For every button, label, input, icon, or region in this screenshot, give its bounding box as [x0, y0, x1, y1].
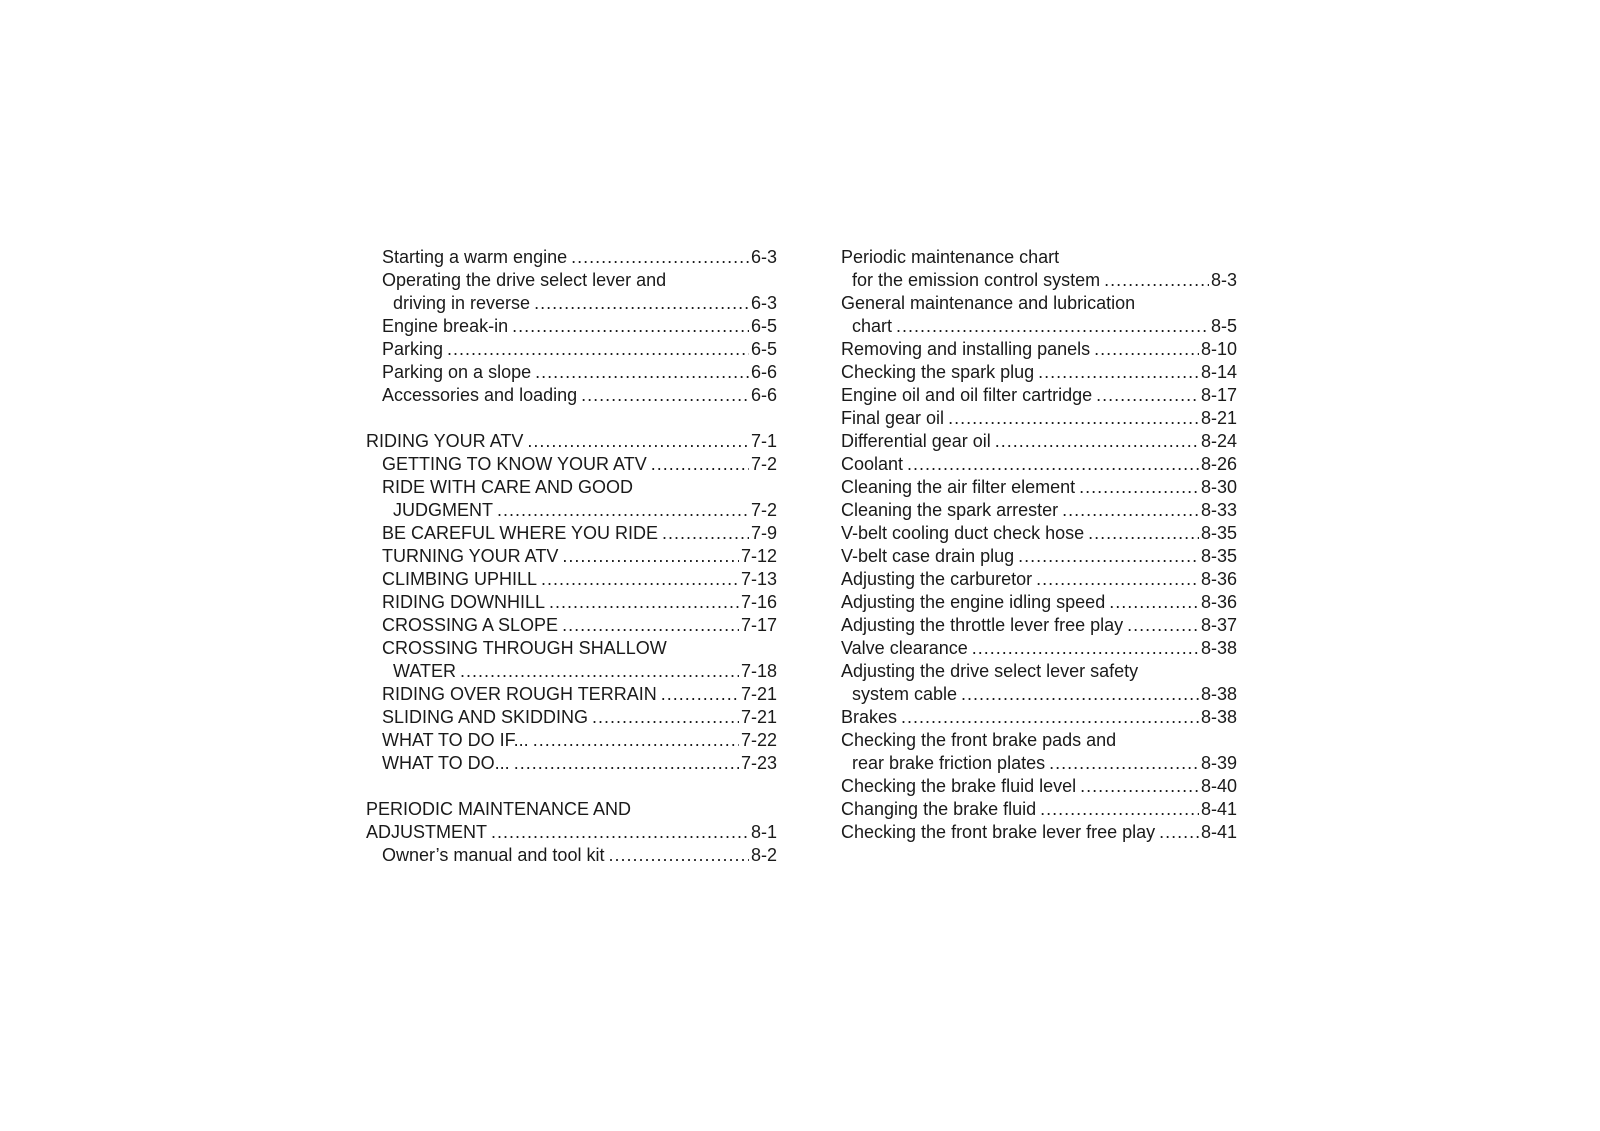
toc-dot-leader — [541, 568, 739, 591]
toc-entry — [366, 821, 777, 844]
toc-entry — [366, 614, 777, 637]
toc-entry-title: Differential gear oil — [841, 431, 991, 451]
toc-entry — [366, 591, 777, 614]
toc-dot-leader — [1038, 361, 1199, 384]
toc-spacer — [366, 407, 777, 430]
toc-entry-title: WHAT TO DO... — [382, 753, 510, 773]
toc-entry — [841, 430, 1237, 453]
toc-entry-title: driving in reverse — [393, 293, 531, 313]
toc-entry-title: Cleaning the spark arrester — [841, 500, 1059, 520]
toc-entry-page: 7-17 — [740, 615, 777, 635]
toc-entry — [366, 660, 777, 683]
toc-entry — [841, 660, 1237, 683]
toc-entry-page: 6-5 — [750, 316, 777, 336]
toc-entry — [366, 476, 777, 499]
toc-entry-title: Engine oil and oil filter cartridge — [841, 385, 1093, 405]
toc-entry-title: Removing and installing panels — [841, 339, 1091, 359]
toc-entry-title: Operating the drive select lever and — [382, 270, 667, 290]
toc-entry — [366, 338, 777, 361]
toc-entry-title: Owner’s manual and tool kit — [382, 845, 605, 865]
toc-entry-title: Engine break-in — [382, 316, 509, 336]
toc-entry-title: CLIMBING UPHILL — [382, 569, 538, 589]
toc-entry-title: Valve clearance — [841, 638, 968, 658]
toc-entry-title: RIDE WITH CARE AND GOOD — [382, 477, 634, 497]
toc-entry-title: chart — [852, 316, 893, 336]
toc-entry — [841, 683, 1237, 706]
toc-entry-title: Adjusting the throttle lever free play — [841, 615, 1124, 635]
toc-dot-leader — [995, 430, 1199, 453]
toc-dot-leader — [662, 522, 749, 545]
toc-dot-leader — [534, 292, 749, 315]
toc-dot-leader — [1018, 545, 1199, 568]
toc-entry-title: V-belt case drain plug — [841, 546, 1015, 566]
toc-entry-page: 8-10 — [1200, 339, 1237, 359]
toc-entry-page: 8-17 — [1200, 385, 1237, 405]
toc-entry-page: 7-23 — [740, 753, 777, 773]
toc-dot-leader — [491, 821, 749, 844]
toc-entry — [841, 591, 1237, 614]
toc-dot-leader — [1127, 614, 1199, 637]
toc-entry-page: 8-2 — [750, 845, 777, 865]
toc-entry — [841, 568, 1237, 591]
toc-entry-title: Changing the brake fluid — [841, 799, 1037, 819]
toc-entry-page: 7-21 — [740, 684, 777, 704]
toc-entry-title: WHAT TO DO IF... — [382, 730, 529, 750]
toc-dot-leader — [972, 637, 1199, 660]
toc-entry — [841, 292, 1237, 315]
toc-entry-page: 8-5 — [1210, 316, 1237, 336]
toc-entry-title: SLIDING AND SKIDDING — [382, 707, 589, 727]
toc-entry-page: 8-39 — [1200, 753, 1237, 773]
toc-dot-leader — [1088, 522, 1199, 545]
toc-entry-page: 8-30 — [1200, 477, 1237, 497]
toc-entry — [841, 453, 1237, 476]
toc-dot-leader — [527, 430, 749, 453]
toc-entry-title: Accessories and loading — [382, 385, 578, 405]
toc-entry-page: 8-41 — [1200, 799, 1237, 819]
toc-entry — [841, 798, 1237, 821]
toc-entry-page: 7-21 — [740, 707, 777, 727]
toc-left-column — [366, 246, 777, 867]
toc-entry-title: V-belt cooling duct check hose — [841, 523, 1085, 543]
toc-entry-page: 7-2 — [750, 454, 777, 474]
toc-entry — [841, 499, 1237, 522]
toc-entry-page: 8-35 — [1200, 523, 1237, 543]
toc-entry-title: Checking the brake fluid level — [841, 776, 1077, 796]
toc-entry — [366, 637, 777, 660]
toc-entry-title: Starting a warm engine — [382, 247, 568, 267]
toc-entry-title: RIDING YOUR ATV — [366, 431, 524, 451]
toc-entry-page: 8-36 — [1200, 592, 1237, 612]
toc-entry — [366, 453, 777, 476]
toc-entry-title: RIDING DOWNHILL — [382, 592, 546, 612]
toc-entry — [366, 315, 777, 338]
toc-entry — [841, 614, 1237, 637]
toc-entry-title: Cleaning the air filter element — [841, 477, 1076, 497]
toc-dot-leader — [896, 315, 1209, 338]
toc-entry-page: 8-36 — [1200, 569, 1237, 589]
toc-entry-page: 8-41 — [1200, 822, 1237, 842]
toc-dot-leader — [1040, 798, 1199, 821]
toc-entry-page: 8-33 — [1200, 500, 1237, 520]
toc-entry-page: 8-3 — [1210, 270, 1237, 290]
toc-dot-leader — [533, 729, 739, 752]
toc-dot-leader — [512, 315, 749, 338]
toc-entry — [366, 522, 777, 545]
toc-entry — [841, 545, 1237, 568]
toc-entry-page: 8-21 — [1200, 408, 1237, 428]
toc-entry — [841, 729, 1237, 752]
toc-dot-leader — [571, 246, 749, 269]
toc-entry-title: Brakes — [841, 707, 898, 727]
toc-entry — [366, 545, 777, 568]
toc-entry — [366, 752, 777, 775]
toc-entry-page: 7-18 — [740, 661, 777, 681]
toc-entry-page: 7-1 — [750, 431, 777, 451]
toc-entry-title: Parking on a slope — [382, 362, 532, 382]
toc-entry — [366, 844, 777, 867]
toc-entry — [366, 798, 777, 821]
toc-entry-page: 8-37 — [1200, 615, 1237, 635]
toc-dot-leader — [961, 683, 1199, 706]
toc-entry-page: 8-35 — [1200, 546, 1237, 566]
toc-entry — [366, 269, 777, 292]
toc-dot-leader — [1104, 269, 1209, 292]
toc-dot-leader — [608, 844, 749, 867]
toc-entry-title: Coolant — [841, 454, 904, 474]
toc-entry — [841, 752, 1237, 775]
toc-entry-page: 7-12 — [740, 546, 777, 566]
toc-entry — [841, 522, 1237, 545]
toc-entry — [366, 361, 777, 384]
toc-entry-title: rear brake friction plates — [852, 753, 1046, 773]
toc-entry-page: 6-6 — [750, 362, 777, 382]
toc-entry-page: 6-3 — [750, 293, 777, 313]
toc-entry-title: Checking the spark plug — [841, 362, 1035, 382]
toc-entry — [366, 706, 777, 729]
toc-entry-title: CROSSING THROUGH SHALLOW — [382, 638, 667, 658]
toc-dot-leader — [1080, 775, 1199, 798]
toc-entry-title: Checking the front brake pads and — [841, 730, 1117, 750]
toc-dot-leader — [901, 706, 1199, 729]
toc-dot-leader — [1096, 384, 1199, 407]
toc-entry — [841, 315, 1237, 338]
toc-entry-title: TURNING YOUR ATV — [382, 546, 559, 566]
toc-entry — [841, 706, 1237, 729]
toc-spacer — [366, 775, 777, 798]
toc-entry — [366, 729, 777, 752]
toc-right-column — [841, 246, 1237, 844]
toc-entry-title: CROSSING A SLOPE — [382, 615, 559, 635]
toc-dot-leader — [1079, 476, 1199, 499]
toc-entry — [366, 683, 777, 706]
toc-dot-leader — [661, 683, 739, 706]
toc-entry — [366, 384, 777, 407]
toc-dot-leader — [1036, 568, 1199, 591]
toc-entry-title: for the emission control system — [852, 270, 1101, 290]
toc-entry-title: General maintenance and lubrication — [841, 293, 1136, 313]
toc-entry-title: Parking — [382, 339, 444, 359]
toc-dot-leader — [1049, 752, 1199, 775]
toc-entry-page: 8-38 — [1200, 684, 1237, 704]
toc-entry-page: 7-22 — [740, 730, 777, 750]
toc-entry-title: RIDING OVER ROUGH TERRAIN — [382, 684, 657, 704]
toc-entry — [841, 269, 1237, 292]
toc-entry — [841, 246, 1237, 269]
toc-entry-page: 7-13 — [740, 569, 777, 589]
toc-entry-page: 8-24 — [1200, 431, 1237, 451]
toc-entry-page: 8-26 — [1200, 454, 1237, 474]
toc-dot-leader — [1159, 821, 1199, 844]
toc-entry — [366, 246, 777, 269]
toc-entry-page: 8-40 — [1200, 776, 1237, 796]
toc-entry-page: 7-16 — [740, 592, 777, 612]
toc-entry — [841, 775, 1237, 798]
toc-dot-leader — [447, 338, 749, 361]
toc-entry-title: ADJUSTMENT — [366, 822, 487, 842]
toc-entry-title: Checking the front brake lever free play — [841, 822, 1156, 842]
toc-entry-title: Final gear oil — [841, 408, 945, 428]
toc-dot-leader — [514, 752, 739, 775]
toc-dot-leader — [549, 591, 739, 614]
toc-entry — [841, 476, 1237, 499]
toc-dot-leader — [562, 545, 739, 568]
toc-entry — [841, 407, 1237, 430]
toc-dot-leader — [460, 660, 739, 683]
toc-entry-title: Adjusting the engine idling speed — [841, 592, 1106, 612]
toc-dot-leader — [1062, 499, 1199, 522]
toc-dot-leader — [907, 453, 1199, 476]
toc-entry-page: 6-6 — [750, 385, 777, 405]
toc-dot-leader — [592, 706, 739, 729]
toc-entry-title: BE CAREFUL WHERE YOU RIDE — [382, 523, 659, 543]
toc-entry-page: 6-5 — [750, 339, 777, 359]
toc-entry-title: Periodic maintenance chart — [841, 247, 1060, 267]
toc-entry — [366, 568, 777, 591]
toc-dot-leader — [497, 499, 749, 522]
toc-entry-page: 7-2 — [750, 500, 777, 520]
toc-entry — [841, 637, 1237, 660]
toc-entry-page: 6-3 — [750, 247, 777, 267]
toc-entry — [841, 384, 1237, 407]
toc-entry-title: system cable — [852, 684, 958, 704]
toc-dot-leader — [651, 453, 749, 476]
toc-entry — [366, 499, 777, 522]
toc-entry-title: WATER — [393, 661, 456, 681]
toc-dot-leader — [535, 361, 749, 384]
toc-entry-page: 8-14 — [1200, 362, 1237, 382]
toc-entry-page: 8-38 — [1200, 707, 1237, 727]
toc-entry-title: Adjusting the carburetor — [841, 569, 1033, 589]
toc-entry-page: 8-1 — [750, 822, 777, 842]
toc-dot-leader — [1109, 591, 1199, 614]
toc-dot-leader — [1094, 338, 1199, 361]
toc-entry-page: 7-9 — [750, 523, 777, 543]
toc-entry — [841, 821, 1237, 844]
toc-entry-title: PERIODIC MAINTENANCE AND — [366, 799, 632, 819]
toc-entry-title: JUDGMENT — [393, 500, 493, 520]
toc-entry — [841, 338, 1237, 361]
toc-entry-title: GETTING TO KNOW YOUR ATV — [382, 454, 647, 474]
toc-dot-leader — [948, 407, 1199, 430]
toc-dot-leader — [581, 384, 749, 407]
toc-entry — [366, 430, 777, 453]
toc-entry — [841, 361, 1237, 384]
toc-dot-leader — [562, 614, 739, 637]
toc-entry-title: Adjusting the drive select lever safety — [841, 661, 1139, 681]
toc-entry — [366, 292, 777, 315]
toc-entry-page: 8-38 — [1200, 638, 1237, 658]
